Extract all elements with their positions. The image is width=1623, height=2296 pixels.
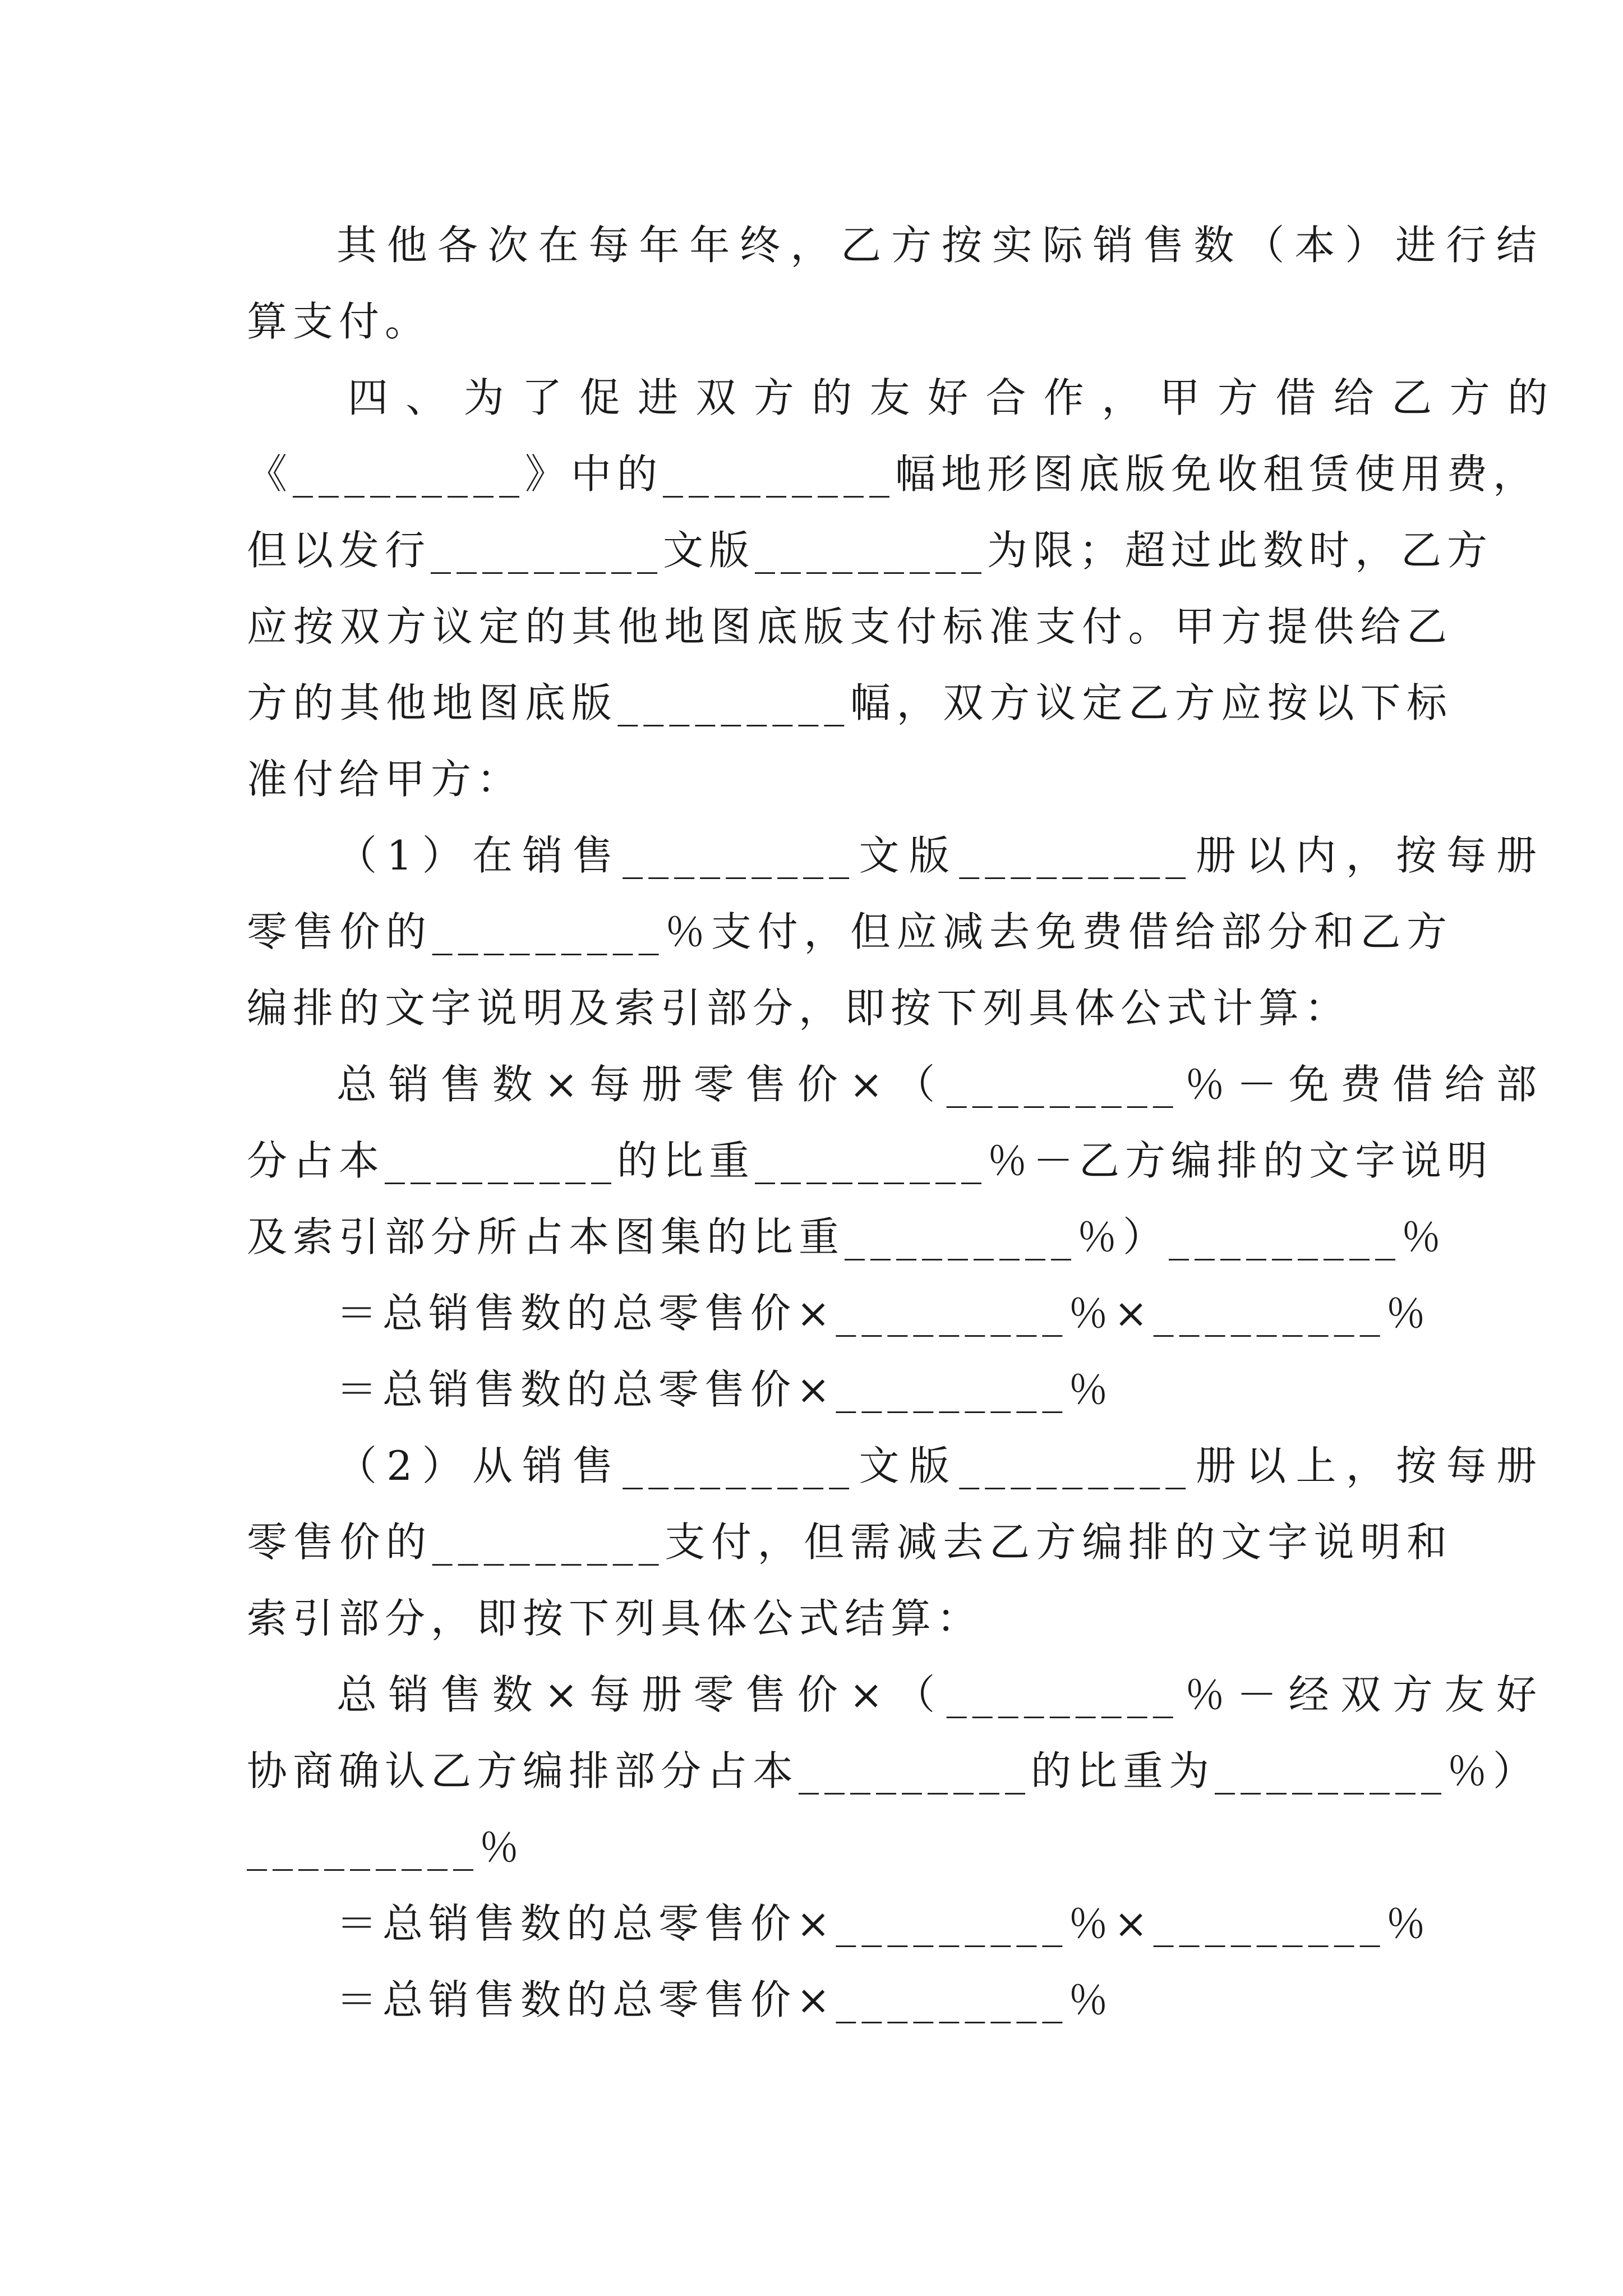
text-line: 零售价的_________支付，但需减去乙方编排的文字说明和 <box>247 1519 1453 1566</box>
text-line: _________％ <box>247 1824 525 1871</box>
text-line: （1）在销售_________文版_________册以内，按每册 <box>336 832 1542 879</box>
text-line: 索引部分，即按下列具体公式结算： <box>247 1595 983 1642</box>
text-line: 《_________》中的_________幅地形图底版免收租赁使用费， <box>247 450 1539 498</box>
text-line: 及索引部分所占本图集的比重_________％）_________％ <box>247 1213 1447 1260</box>
text-line: ＝总销售数的总零售价×_________％×_________％ <box>336 1900 1432 1947</box>
text-line: 算支付。 <box>247 298 431 345</box>
text-line: 零售价的_________％支付，但应减去免费借给部分和乙方 <box>247 908 1453 955</box>
text-line: 准付给甲方： <box>247 756 523 803</box>
text-line: 编排的文字说明及索引部分，即按下列具体公式计算： <box>247 984 1351 1032</box>
text-line: 总销售数×每册零售价×（_________％－免费借给部 <box>336 1061 1542 1108</box>
text-line: 四、为了促进双方的友好合作，甲方借给乙方的 <box>348 374 1553 421</box>
text-line: 协商确认乙方编排部分占本_________的比重为_________％） <box>247 1747 1539 1795</box>
text-line: （2）从销售_________文版_________册以上，按每册 <box>336 1442 1542 1489</box>
text-line: 其他各次在每年年终，乙方按实际销售数（本）进行结 <box>336 222 1542 269</box>
text-line: 但以发行_________文版_________为限；超过此数时，乙方 <box>247 527 1493 574</box>
text-line: 分占本_________的比重_________％－乙方编排的文字说明 <box>247 1137 1493 1184</box>
text-line: ＝总销售数的总零售价×_________％×_________％ <box>336 1290 1432 1337</box>
text-line: ＝总销售数的总零售价×_________％ <box>336 1976 1114 2023</box>
text-line: 应按双方议定的其他地图底版支付标准支付。甲方提供给乙 <box>247 603 1453 650</box>
text-line: ＝总销售数的总零售价×_________％ <box>336 1366 1114 1413</box>
text-line: 方的其他地图底版_________幅，双方议定乙方应按以下标 <box>247 679 1453 726</box>
text-line: 总销售数×每册零售价×（_________％－经双方友好 <box>336 1671 1542 1718</box>
